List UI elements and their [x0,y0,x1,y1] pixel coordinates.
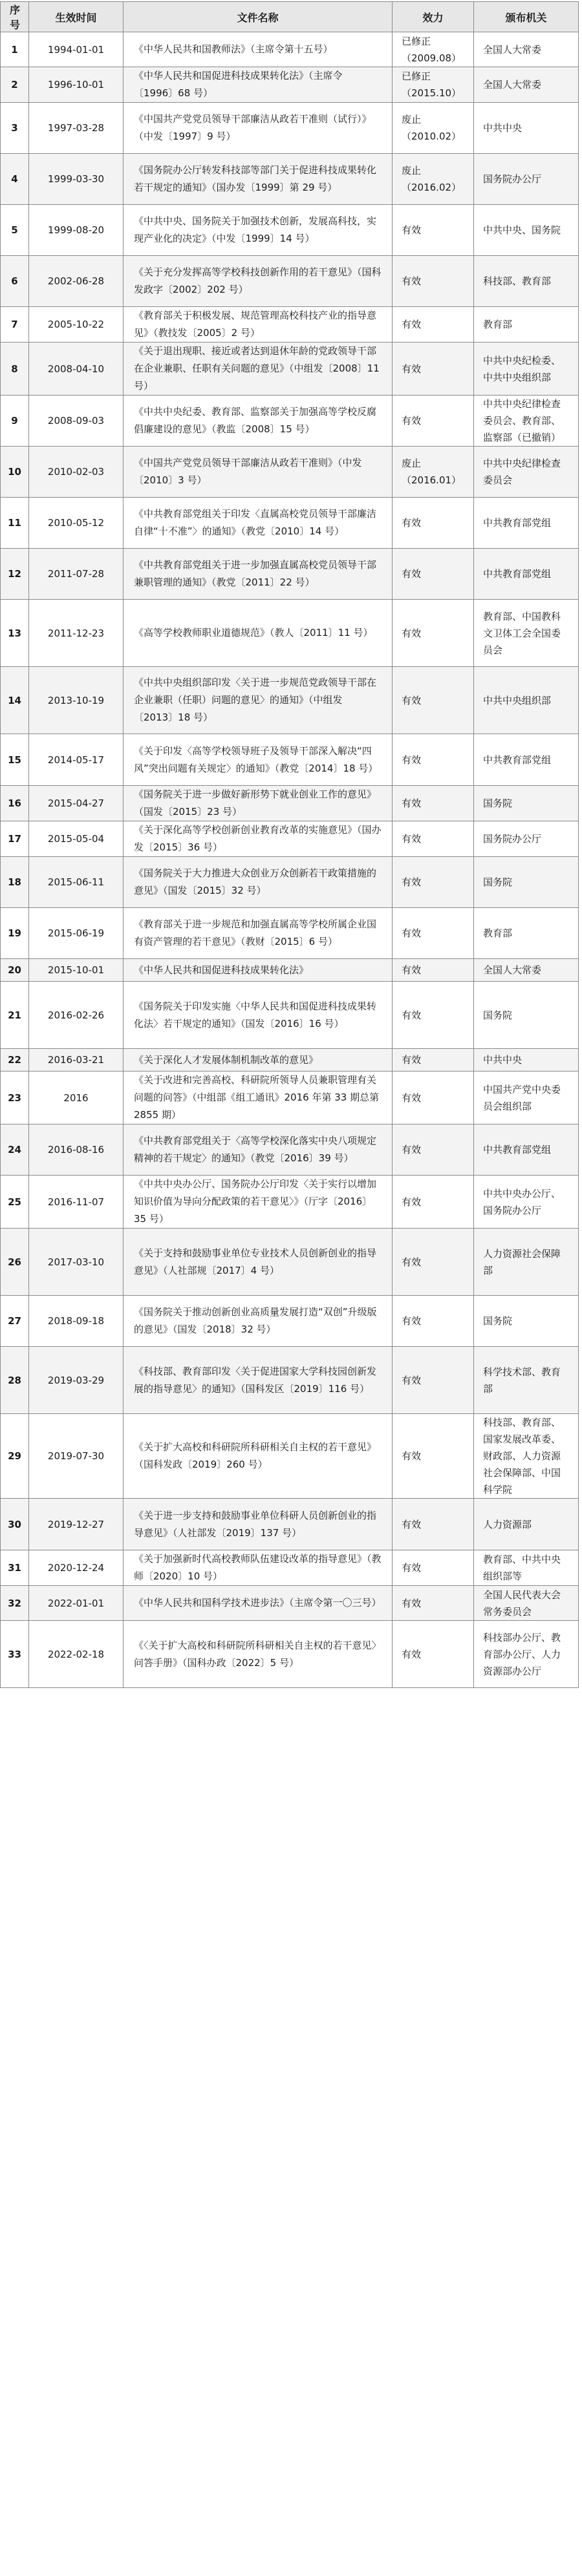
table-row [1,447,579,498]
effective-date: 2015-05-04 [29,821,124,857]
validity-status: 有效 [393,1229,474,1296]
issuing-authority: 人力资源部 [474,1499,579,1550]
table-row [1,982,579,1049]
validity-status: 有效 [393,1499,474,1550]
document-title: 《关于进一步支持和鼓励事业单位科研人员创新创业的指导意见》（人社部发〔2019〕137 号） [124,1499,393,1550]
document-title: 《〈关于扩大高校和科研院所科研相关自主权的若干意见〉问答手册》（国科办政〔2022〕5 号） [124,1621,393,1688]
issuing-authority: 人力资源社会保障部 [474,1229,579,1296]
validity-status: 有效 [393,982,474,1049]
issuing-authority: 中共中央纪律检查委员会 [474,447,579,498]
row-index: 9 [1,396,29,447]
document-title: 《高等学校教师职业道德规范》（教人〔2011〕11 号） [124,600,393,667]
table-row [1,154,579,205]
issuing-authority: 中共中央 [474,103,579,154]
effective-date: 2016-11-07 [29,1176,124,1229]
validity-status: 有效 [393,959,474,982]
issuing-authority: 科技部办公厅、教育部办公厅、人力资源部办公厅 [474,1621,579,1688]
effective-date: 2005-10-22 [29,307,124,343]
document-title: 《关于印发〈高等学校领导班子及领导干部深入解决“四风”突出问题有关规定〉的通知》（教党〔2014〕18 号） [124,734,393,786]
row-index: 24 [1,1124,29,1176]
effective-date: 2015-06-19 [29,908,124,959]
table-row [1,1049,579,1072]
table-row [1,1550,579,1586]
validity-status: 有效 [393,600,474,667]
effective-date: 1996-10-01 [29,67,124,103]
row-index: 10 [1,447,29,498]
effective-date: 2020-12-24 [29,1550,124,1586]
effective-date: 2016-08-16 [29,1124,124,1176]
issuing-authority: 中共教育部党组 [474,549,579,600]
issuing-authority: 中共中央纪律检查委员会、教育部、监察部（已撤销） [474,396,579,447]
issuing-authority: 中共教育部党组 [474,734,579,786]
validity-status: 有效 [393,1049,474,1072]
effective-date: 2011-12-23 [29,600,124,667]
row-index: 13 [1,600,29,667]
row-index: 23 [1,1072,29,1124]
row-index: 5 [1,205,29,256]
issuing-authority: 科学技术部、教育部 [474,1347,579,1414]
document-title: 《关于深化高等学校创新创业教育改革的实施意见》（国办发〔2015〕36 号） [124,821,393,857]
table-row [1,307,579,343]
document-title: 《关于深化人才发展体制机制改革的意见》 [124,1049,393,1072]
effective-date: 2016-02-26 [29,982,124,1049]
table-row [1,1586,579,1621]
document-title: 《关于支持和鼓励事业单位专业技术人员创新创业的指导意见》（人社部规〔2017〕4 号） [124,1229,393,1296]
table-row [1,498,579,549]
effective-date: 1997-03-28 [29,103,124,154]
effective-date: 2010-02-03 [29,447,124,498]
table-header-row [1,2,579,32]
issuing-authority: 国务院办公厅 [474,821,579,857]
header-issuing-authority: 颁布机关 [474,2,579,32]
effective-date: 2002-06-28 [29,256,124,307]
table-row [1,1621,579,1688]
validity-status: 有效 [393,1550,474,1586]
table-row [1,667,579,734]
row-index: 27 [1,1296,29,1347]
effective-date: 1999-03-30 [29,154,124,205]
document-title: 《中共中央、国务院关于加强技术创新，发展高科技，实现产业化的决定》（中发〔1999〕14 号） [124,205,393,256]
table-body [1,32,579,1688]
validity-status: 有效 [393,1586,474,1621]
issuing-authority: 全国人大常委 [474,67,579,103]
row-index: 7 [1,307,29,343]
effective-date: 2008-04-10 [29,343,124,396]
row-index: 18 [1,857,29,908]
table-row [1,396,579,447]
issuing-authority: 中共中央纪检委、中共中央组织部 [474,343,579,396]
validity-status: 废止（2016.01） [393,447,474,498]
document-title: 《中共中央组织部印发〈关于进一步规范党政领导干部在企业兼职（任职）问题的意见〉的通知》（中组发〔2013〕18 号） [124,667,393,734]
effective-date: 2019-03-29 [29,1347,124,1414]
document-title: 《教育部关于积极发展、规范管理高校科技产业的指导意见》（教技发〔2005〕2 号） [124,307,393,343]
header-index: 序号 [1,2,29,32]
effective-date: 2022-01-01 [29,1586,124,1621]
row-index: 22 [1,1049,29,1072]
effective-date: 2015-06-11 [29,857,124,908]
issuing-authority: 科技部、教育部 [474,256,579,307]
table-row [1,343,579,396]
document-title: 《国务院办公厅转发科技部等部门关于促进科技成果转化若干规定的通知》（国办发〔1999〕第 29 号） [124,154,393,205]
table-row [1,959,579,982]
document-title: 《中共教育部党组关于〈高等学校深化落实中央八项规定精神的若干规定〉的通知》（教党〔2016〕39 号） [124,1124,393,1176]
table-row [1,734,579,786]
effective-date: 2011-07-28 [29,549,124,600]
effective-date: 2018-09-18 [29,1296,124,1347]
table-row [1,908,579,959]
issuing-authority: 国务院 [474,786,579,821]
document-title: 《中华人民共和国促进科技成果转化法》（主席令〔1996〕68 号） [124,67,393,103]
validity-status: 有效 [393,307,474,343]
document-title: 《中华人民共和国促进科技成果转化法》 [124,959,393,982]
issuing-authority: 教育部、中共中央组织部等 [474,1550,579,1586]
issuing-authority: 教育部、中国教科文卫体工会全国委员会 [474,600,579,667]
effective-date: 1999-08-20 [29,205,124,256]
row-index: 16 [1,786,29,821]
row-index: 28 [1,1347,29,1414]
document-title: 《国务院关于推动创新创业高质量发展打造“双创”升级版的意见》（国发〔2018〕32 号） [124,1296,393,1347]
header-document-title: 文件名称 [124,2,393,32]
validity-status: 有效 [393,1347,474,1414]
row-index: 32 [1,1586,29,1621]
validity-status: 有效 [393,821,474,857]
validity-status: 废止（2016.02） [393,154,474,205]
table-row [1,1499,579,1550]
row-index: 14 [1,667,29,734]
effective-date: 2014-05-17 [29,734,124,786]
document-title: 《中国共产党党员领导干部廉洁从政若干准则》（中发〔2010〕3 号） [124,447,393,498]
table-row [1,32,579,67]
document-title: 《中共中央办公厅、国务院办公厅印发〈关于实行以增加知识价值为导向分配政策的若干意见〉》（厅字〔2016〕35 号） [124,1176,393,1229]
validity-status: 有效 [393,786,474,821]
document-title: 《国务院关于进一步做好新形势下就业创业工作的意见》（国发〔2015〕23 号） [124,786,393,821]
row-index: 26 [1,1229,29,1296]
table-row [1,786,579,821]
effective-date: 2016 [29,1072,124,1124]
effective-date: 2010-05-12 [29,498,124,549]
document-title: 《中国共产党党员领导干部廉洁从政若干准则（试行）》（中发〔1997〕9 号） [124,103,393,154]
row-index: 3 [1,103,29,154]
table-row [1,1229,579,1296]
validity-status: 已修正（2009.08） [393,32,474,67]
validity-status: 有效 [393,205,474,256]
row-index: 6 [1,256,29,307]
row-index: 19 [1,908,29,959]
validity-status: 有效 [393,1124,474,1176]
row-index: 31 [1,1550,29,1586]
row-index: 12 [1,549,29,600]
validity-status: 有效 [393,343,474,396]
table-row [1,1347,579,1414]
table-row [1,1296,579,1347]
table-row [1,67,579,103]
validity-status: 有效 [393,498,474,549]
validity-status: 有效 [393,396,474,447]
validity-status: 有效 [393,1414,474,1499]
row-index: 1 [1,32,29,67]
policy-documents-table [0,1,579,1688]
effective-date: 2013-10-19 [29,667,124,734]
document-title: 《教育部关于进一步规范和加强直属高等学校所属企业国有资产管理的若干意见》（教财〔2015〕6 号） [124,908,393,959]
row-index: 2 [1,67,29,103]
validity-status: 有效 [393,857,474,908]
document-title: 《关于改进和完善高校、科研院所领导人员兼职管理有关问题的问答》（中组部《组工通讯》2016 年第 33 期总第 2855 期） [124,1072,393,1124]
effective-date: 2008-09-03 [29,396,124,447]
issuing-authority: 国务院 [474,1296,579,1347]
table-row [1,549,579,600]
row-index: 21 [1,982,29,1049]
document-title: 《中共中央纪委、教育部、监察部关于加强高等学校反腐倡廉建设的意见》（教监〔2008〕15 号） [124,396,393,447]
validity-status: 有效 [393,667,474,734]
issuing-authority: 中共教育部党组 [474,498,579,549]
issuing-authority: 科技部、教育部、国家发展改革委、财政部、人力资源社会保障部、中国科学院 [474,1414,579,1499]
validity-status: 有效 [393,908,474,959]
row-index: 29 [1,1414,29,1499]
row-index: 25 [1,1176,29,1229]
issuing-authority: 教育部 [474,908,579,959]
effective-date: 2017-03-10 [29,1229,124,1296]
document-title: 《国务院关于印发实施〈中华人民共和国促进科技成果转化法〉若干规定的通知》（国发〔2016〕16 号） [124,982,393,1049]
validity-status: 废止（2010.02） [393,103,474,154]
document-title: 《国务院关于大力推进大众创业万众创新若干政策措施的意见》（国发〔2015〕32 号） [124,857,393,908]
validity-status: 有效 [393,1296,474,1347]
document-title: 《中华人民共和国科学技术进步法》（主席令第一〇三号） [124,1586,393,1621]
issuing-authority: 中共中央组织部 [474,667,579,734]
table-row [1,1124,579,1176]
issuing-authority: 国务院办公厅 [474,154,579,205]
issuing-authority: 教育部 [474,307,579,343]
table-row [1,1176,579,1229]
effective-date: 2015-10-01 [29,959,124,982]
issuing-authority: 全国人大常委 [474,32,579,67]
table-row [1,600,579,667]
header-validity: 效力 [393,2,474,32]
row-index: 17 [1,821,29,857]
row-index: 33 [1,1621,29,1688]
table-row [1,256,579,307]
document-title: 《关于充分发挥高等学校科技创新作用的若干意见》（国科发政字〔2002〕202 号） [124,256,393,307]
document-title: 《中华人民共和国教师法》（主席令第十五号） [124,32,393,67]
validity-status: 已修正（2015.10） [393,67,474,103]
validity-status: 有效 [393,1176,474,1229]
validity-status: 有效 [393,1072,474,1124]
row-index: 20 [1,959,29,982]
effective-date: 2022-02-18 [29,1621,124,1688]
document-title: 《中共教育部党组关于印发〈直属高校党员领导干部廉洁自律“十不准”〉的通知》（教党〔2010〕14 号） [124,498,393,549]
document-title: 《中共教育部党组关于进一步加强直属高校党员领导干部兼职管理的通知》（教党〔2011〕22 号） [124,549,393,600]
effective-date: 2019-07-30 [29,1414,124,1499]
document-title: 《关于扩大高校和科研院所科研相关自主权的若干意见》（国科发政〔2019〕260 号） [124,1414,393,1499]
row-index: 8 [1,343,29,396]
issuing-authority: 中共教育部党组 [474,1124,579,1176]
issuing-authority: 国务院 [474,857,579,908]
validity-status: 有效 [393,1621,474,1688]
row-index: 4 [1,154,29,205]
effective-date: 2019-12-27 [29,1499,124,1550]
issuing-authority: 中共中央、国务院 [474,205,579,256]
issuing-authority: 全国人大常委 [474,959,579,982]
table-row [1,1072,579,1124]
issuing-authority: 国务院 [474,982,579,1049]
issuing-authority: 中国共产党中央委员会组织部 [474,1072,579,1124]
issuing-authority: 全国人民代表大会常务委员会 [474,1586,579,1621]
validity-status: 有效 [393,549,474,600]
validity-status: 有效 [393,734,474,786]
document-title: 《关于加强新时代高校教师队伍建设改革的指导意见》（教师〔2020〕10 号） [124,1550,393,1586]
table-row [1,205,579,256]
table-row [1,103,579,154]
effective-date: 2016-03-21 [29,1049,124,1072]
effective-date: 1994-01-01 [29,32,124,67]
table-row [1,1414,579,1499]
effective-date: 2015-04-27 [29,786,124,821]
document-title: 《关于退出现职、接近或者达到退休年龄的党政领导干部在企业兼职、任职有关问题的意见》（中组发〔2008〕11 号） [124,343,393,396]
table-row [1,857,579,908]
table-row [1,821,579,857]
row-index: 11 [1,498,29,549]
document-title: 《科技部、教育部印发〈关于促进国家大学科技园创新发展的指导意见〉的通知》（国科发区〔2019〕116 号） [124,1347,393,1414]
validity-status: 有效 [393,256,474,307]
header-effective-date: 生效时间 [29,2,124,32]
issuing-authority: 中共中央办公厅、国务院办公厅 [474,1176,579,1229]
row-index: 30 [1,1499,29,1550]
issuing-authority: 中共中央 [474,1049,579,1072]
row-index: 15 [1,734,29,786]
